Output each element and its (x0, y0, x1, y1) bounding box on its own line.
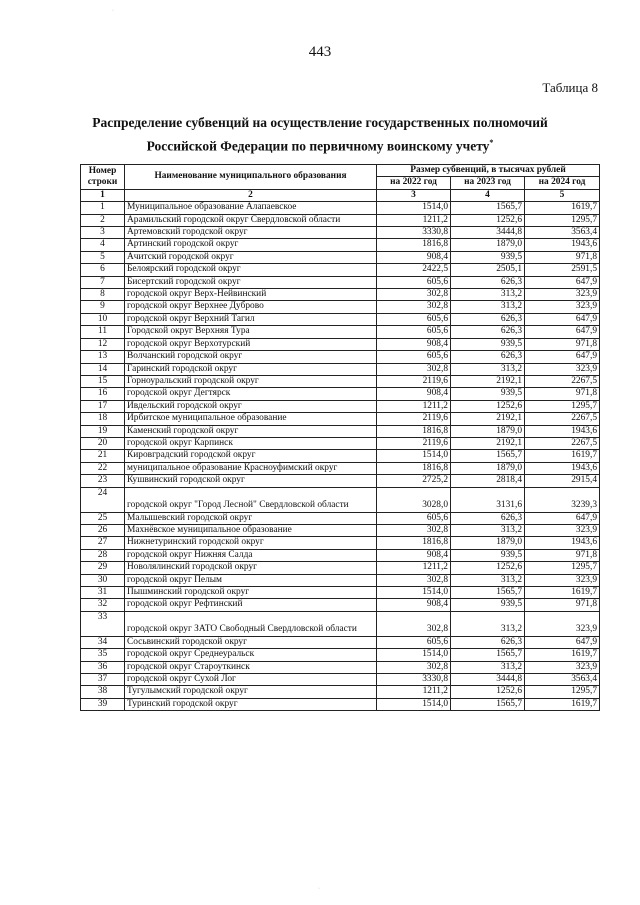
row-number: 12 (81, 338, 125, 350)
col-number-3: 3 (377, 189, 451, 201)
amount-2023: 313,2 (451, 289, 525, 301)
row-number: 25 (81, 512, 125, 524)
municipality-name: городской округ "Город Лесной" Свердловской области (125, 487, 377, 512)
amount-2022: 1816,8 (377, 239, 451, 251)
table-row (81, 636, 600, 648)
amount-2024: 647,9 (525, 313, 600, 325)
table-row (81, 462, 600, 474)
amount-2024: 323,9 (525, 611, 600, 636)
amount-2022: 1211,2 (377, 400, 451, 412)
title-line-1: Распределение субвенций на осуществление государственных полномочий (92, 115, 548, 130)
amount-2022: 2422,5 (377, 264, 451, 276)
amount-2022: 605,6 (377, 351, 451, 363)
row-number: 15 (81, 375, 125, 387)
amount-2023: 626,3 (451, 351, 525, 363)
document-title (60, 113, 580, 157)
amount-2022: 302,8 (377, 301, 451, 313)
amount-2022: 302,8 (377, 289, 451, 301)
amount-2023: 939,5 (451, 338, 525, 350)
header-year-2023: на 2023 год (451, 177, 525, 189)
row-number: 32 (81, 599, 125, 611)
header-year-2022: на 2022 год (377, 177, 451, 189)
amount-2023: 1879,0 (451, 239, 525, 251)
table-label: Таблица 8 (542, 80, 598, 95)
col-number-4: 4 (451, 189, 525, 201)
municipality-name: Муниципальное образование Алапаевское (125, 202, 377, 214)
table-row (81, 549, 600, 561)
municipality-name: Ирбитское муниципальное образование (125, 413, 377, 425)
table-row (81, 425, 600, 437)
municipality-name: городской округ Пелым (125, 574, 377, 586)
amount-2022: 1816,8 (377, 462, 451, 474)
amount-2023: 626,3 (451, 512, 525, 524)
amount-2023: 1565,7 (451, 450, 525, 462)
scan-speck: · (318, 886, 320, 892)
amount-2024: 1943,6 (525, 462, 600, 474)
municipality-name: Белоярский городской округ (125, 264, 377, 276)
municipality-name: Артемовский городской округ (125, 227, 377, 239)
table-row (81, 698, 600, 710)
amount-2024: 3563,4 (525, 674, 600, 686)
amount-2022: 3028,0 (377, 487, 451, 512)
table-row (81, 574, 600, 586)
footnote-mark: * (489, 138, 494, 147)
amount-2022: 605,6 (377, 326, 451, 338)
table-row (81, 351, 600, 363)
table-row (81, 524, 600, 536)
amount-2023: 1565,7 (451, 587, 525, 599)
amount-2024: 971,8 (525, 599, 600, 611)
table-row (81, 289, 600, 301)
municipality-name: муниципальное образование Красноуфимский округ (125, 462, 377, 474)
municipality-name: городской округ Верхотурский (125, 338, 377, 350)
row-number: 20 (81, 437, 125, 449)
amount-2022: 302,8 (377, 611, 451, 636)
table-row (81, 587, 600, 599)
amount-2022: 1816,8 (377, 537, 451, 549)
municipality-name: Каменский городской округ (125, 425, 377, 437)
row-number: 35 (81, 649, 125, 661)
table-row (81, 313, 600, 325)
amount-2024: 3239,3 (525, 487, 600, 512)
row-number: 9 (81, 301, 125, 313)
row-number: 28 (81, 549, 125, 561)
row-number: 5 (81, 251, 125, 263)
table-row (81, 487, 600, 512)
row-number: 39 (81, 698, 125, 710)
amount-2024: 1619,7 (525, 649, 600, 661)
row-number: 4 (81, 239, 125, 251)
amount-2024: 1943,6 (525, 537, 600, 549)
table-row (81, 276, 600, 288)
municipality-name: городской округ ЗАТО Свободный Свердловской области (125, 611, 377, 636)
municipality-name: Ивдельский городской округ (125, 400, 377, 412)
amount-2022: 2119,6 (377, 437, 451, 449)
row-number: 30 (81, 574, 125, 586)
municipality-name: Кировградский городской округ (125, 450, 377, 462)
amount-2023: 1565,7 (451, 202, 525, 214)
amount-2024: 647,9 (525, 276, 600, 288)
municipality-name: городской округ Староуткинск (125, 661, 377, 673)
amount-2023: 1252,6 (451, 214, 525, 226)
header-row-number: Номер строки (81, 165, 125, 190)
amount-2022: 1514,0 (377, 202, 451, 214)
amount-2023: 3444,8 (451, 227, 525, 239)
amount-2023: 939,5 (451, 599, 525, 611)
amount-2023: 2192,1 (451, 375, 525, 387)
municipality-name: городской округ Дегтярск (125, 388, 377, 400)
amount-2022: 3330,8 (377, 674, 451, 686)
amount-2022: 302,8 (377, 574, 451, 586)
municipality-name: Городской округ Верхняя Тура (125, 326, 377, 338)
table-row (81, 475, 600, 487)
amount-2022: 908,4 (377, 251, 451, 263)
municipality-name: Малышевский городской округ (125, 512, 377, 524)
amount-2022: 605,6 (377, 276, 451, 288)
amount-2023: 1565,7 (451, 698, 525, 710)
municipality-name: городской округ Верхнее Дуброво (125, 301, 377, 313)
table-row (81, 214, 600, 226)
table-row (81, 649, 600, 661)
municipality-name: Ачитский городской округ (125, 251, 377, 263)
row-number: 24 (81, 487, 125, 512)
table-row (81, 227, 600, 239)
amount-2024: 1619,7 (525, 698, 600, 710)
row-number: 11 (81, 326, 125, 338)
municipality-name: Кушвинский городской округ (125, 475, 377, 487)
amount-2024: 1619,7 (525, 450, 600, 462)
table-row (81, 611, 600, 636)
page-number: 443 (308, 44, 332, 60)
row-number: 10 (81, 313, 125, 325)
row-number: 29 (81, 562, 125, 574)
row-number: 27 (81, 537, 125, 549)
row-number: 6 (81, 264, 125, 276)
row-number: 7 (81, 276, 125, 288)
amount-2023: 1879,0 (451, 462, 525, 474)
title-line-2-text: Российской Федерации по первичному воинскому учету (146, 138, 490, 154)
amount-2023: 1879,0 (451, 537, 525, 549)
amount-2022: 302,8 (377, 661, 451, 673)
amount-2024: 2267,5 (525, 375, 600, 387)
row-number: 34 (81, 636, 125, 648)
amount-2024: 1943,6 (525, 425, 600, 437)
row-number: 13 (81, 351, 125, 363)
amount-2023: 3131,6 (451, 487, 525, 512)
table-row (81, 239, 600, 251)
table-row (81, 375, 600, 387)
amount-2022: 1816,8 (377, 425, 451, 437)
amount-2024: 1295,7 (525, 686, 600, 698)
row-number: 26 (81, 524, 125, 536)
amount-2022: 908,4 (377, 338, 451, 350)
table-row (81, 264, 600, 276)
amount-2024: 3563,4 (525, 227, 600, 239)
subsidy-table (80, 164, 600, 711)
row-number: 21 (81, 450, 125, 462)
amount-2022: 1514,0 (377, 698, 451, 710)
municipality-name: городской округ Рефтинский (125, 599, 377, 611)
amount-2022: 1211,2 (377, 562, 451, 574)
row-number: 14 (81, 363, 125, 375)
table-row (81, 537, 600, 549)
amount-2024: 2267,5 (525, 413, 600, 425)
table-row (81, 363, 600, 375)
municipality-name: городской округ Нижняя Салда (125, 549, 377, 561)
amount-2022: 2119,6 (377, 413, 451, 425)
amount-2023: 313,2 (451, 574, 525, 586)
amount-2024: 1295,7 (525, 562, 600, 574)
col-number-5: 5 (525, 189, 600, 201)
amount-2023: 313,2 (451, 524, 525, 536)
amount-2024: 323,9 (525, 301, 600, 313)
amount-2022: 2119,6 (377, 375, 451, 387)
amount-2022: 302,8 (377, 363, 451, 375)
municipality-name: городской округ Верхний Тагил (125, 313, 377, 325)
title-line-2 (60, 133, 580, 157)
municipality-name: Махнёвское муниципальное образование (125, 524, 377, 536)
row-number: 16 (81, 388, 125, 400)
municipality-name: Артинский городской округ (125, 239, 377, 251)
amount-2022: 908,4 (377, 549, 451, 561)
row-number: 17 (81, 400, 125, 412)
amount-2023: 1565,7 (451, 649, 525, 661)
municipality-name: городской округ Сухой Лог (125, 674, 377, 686)
amount-2022: 1514,0 (377, 587, 451, 599)
amount-2022: 1514,0 (377, 649, 451, 661)
amount-2024: 971,8 (525, 338, 600, 350)
col-number-2: 2 (125, 189, 377, 201)
municipality-name: Туринский городской округ (125, 698, 377, 710)
row-number: 31 (81, 587, 125, 599)
table-row (81, 413, 600, 425)
amount-2024: 323,9 (525, 289, 600, 301)
amount-2024: 647,9 (525, 636, 600, 648)
amount-2022: 605,6 (377, 636, 451, 648)
municipality-name: Нижнетуринский городской округ (125, 537, 377, 549)
row-number: 33 (81, 611, 125, 636)
table-row (81, 512, 600, 524)
amount-2022: 1514,0 (377, 450, 451, 462)
amount-2023: 626,3 (451, 326, 525, 338)
table-body (81, 202, 600, 711)
amount-2023: 939,5 (451, 549, 525, 561)
amount-2024: 647,9 (525, 326, 600, 338)
amount-2022: 908,4 (377, 388, 451, 400)
amount-2022: 1211,2 (377, 686, 451, 698)
table-row (81, 400, 600, 412)
amount-2022: 302,8 (377, 524, 451, 536)
amount-2023: 2505,1 (451, 264, 525, 276)
amount-2023: 313,2 (451, 363, 525, 375)
row-number: 38 (81, 686, 125, 698)
amount-2022: 3330,8 (377, 227, 451, 239)
amount-2024: 1943,6 (525, 239, 600, 251)
municipality-name: Арамильский городской округ Свердловской области (125, 214, 377, 226)
table-row (81, 450, 600, 462)
amount-2024: 1295,7 (525, 214, 600, 226)
row-number: 37 (81, 674, 125, 686)
amount-2024: 323,9 (525, 574, 600, 586)
amount-2024: 2591,5 (525, 264, 600, 276)
amount-2023: 626,3 (451, 636, 525, 648)
municipality-name: Пышминский городской округ (125, 587, 377, 599)
amount-2024: 971,8 (525, 251, 600, 263)
municipality-name: Тугулымский городской округ (125, 686, 377, 698)
municipality-name: городской округ Верх-Нейвинский (125, 289, 377, 301)
amount-2022: 1211,2 (377, 214, 451, 226)
amount-2022: 605,6 (377, 512, 451, 524)
row-number: 3 (81, 227, 125, 239)
municipality-name: Горноуральский городской округ (125, 375, 377, 387)
amount-2023: 2192,1 (451, 437, 525, 449)
amount-2022: 2725,2 (377, 475, 451, 487)
scan-speck: · (112, 8, 114, 14)
amount-2024: 1619,7 (525, 202, 600, 214)
row-number: 1 (81, 202, 125, 214)
municipality-name: Сосьвинский городской округ (125, 636, 377, 648)
amount-2023: 2192,1 (451, 413, 525, 425)
amount-2023: 626,3 (451, 276, 525, 288)
row-number: 8 (81, 289, 125, 301)
table-row (81, 661, 600, 673)
header-year-2024: на 2024 год (525, 177, 600, 189)
amount-2024: 323,9 (525, 661, 600, 673)
municipality-name: городской округ Карпинск (125, 437, 377, 449)
municipality-name: Гаринский городской округ (125, 363, 377, 375)
municipality-name: Волчанский городской округ (125, 351, 377, 363)
amount-2022: 908,4 (377, 599, 451, 611)
table-row (81, 599, 600, 611)
amount-2024: 323,9 (525, 363, 600, 375)
row-number: 36 (81, 661, 125, 673)
amount-2023: 1252,6 (451, 562, 525, 574)
table-row (81, 301, 600, 313)
col-number-1: 1 (81, 189, 125, 201)
row-number: 18 (81, 413, 125, 425)
table-row (81, 202, 600, 214)
row-number: 2 (81, 214, 125, 226)
amount-2024: 323,9 (525, 524, 600, 536)
table-row (81, 674, 600, 686)
amount-2024: 2915,4 (525, 475, 600, 487)
amount-2024: 647,9 (525, 512, 600, 524)
amount-2024: 1619,7 (525, 587, 600, 599)
amount-2023: 626,3 (451, 313, 525, 325)
amount-2023: 1252,6 (451, 686, 525, 698)
row-number: 19 (81, 425, 125, 437)
table-row (81, 437, 600, 449)
municipality-name: Новолялинский городской округ (125, 562, 377, 574)
amount-2024: 1295,7 (525, 400, 600, 412)
header-municipality: Наименование муниципального образования (125, 165, 377, 190)
amount-2022: 605,6 (377, 313, 451, 325)
table-row (81, 686, 600, 698)
header-amount: Размер субвенций, в тысячах рублей (377, 165, 600, 177)
amount-2023: 1879,0 (451, 425, 525, 437)
amount-2023: 3444,8 (451, 674, 525, 686)
amount-2024: 2267,5 (525, 437, 600, 449)
municipality-name: Бисертский городской округ (125, 276, 377, 288)
amount-2023: 1252,6 (451, 400, 525, 412)
amount-2024: 971,8 (525, 549, 600, 561)
row-number: 22 (81, 462, 125, 474)
table-row (81, 326, 600, 338)
amount-2023: 313,2 (451, 611, 525, 636)
amount-2023: 313,2 (451, 301, 525, 313)
amount-2023: 2818,4 (451, 475, 525, 487)
amount-2023: 313,2 (451, 661, 525, 673)
table-row (81, 388, 600, 400)
amount-2024: 971,8 (525, 388, 600, 400)
table-row (81, 251, 600, 263)
amount-2024: 647,9 (525, 351, 600, 363)
table-row (81, 562, 600, 574)
table-row (81, 338, 600, 350)
municipality-name: городской округ Среднеуральск (125, 649, 377, 661)
amount-2023: 939,5 (451, 251, 525, 263)
amount-2023: 939,5 (451, 388, 525, 400)
row-number: 23 (81, 475, 125, 487)
